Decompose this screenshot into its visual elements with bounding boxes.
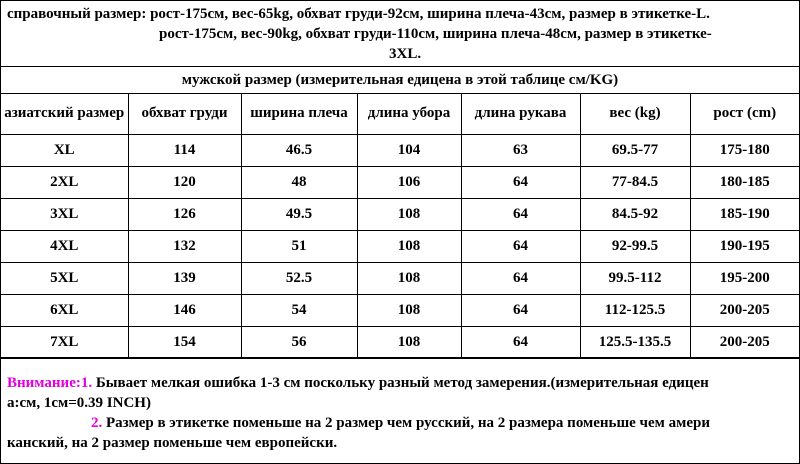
table-cell: 139 — [128, 263, 241, 295]
table-cell: 195-200 — [690, 263, 799, 295]
table-cell: XL — [1, 135, 128, 167]
table-cell: 120 — [128, 167, 241, 199]
table-cell: 46.5 — [241, 135, 357, 167]
column-header: длина рукава — [461, 93, 580, 135]
table-cell: 77-84.5 — [580, 167, 690, 199]
table-cell: 112-125.5 — [580, 295, 690, 327]
table-cell: 200-205 — [690, 295, 799, 327]
table-cell: 3XL — [1, 199, 128, 231]
table-cell: 64 — [461, 295, 580, 327]
table-cell: 92-99.5 — [580, 231, 690, 263]
table-cell: 126 — [128, 199, 241, 231]
note-2-number: 2. — [91, 415, 103, 431]
table-cell: 6XL — [1, 295, 128, 327]
table-cell: 51 — [241, 231, 357, 263]
table-cell: 175-180 — [690, 135, 799, 167]
table-cell: 108 — [357, 327, 461, 359]
reference-line-2: рост-175см, вес-90kg, обхват груди-110см, ширина плеча-48см, размер в этикетке- — [159, 26, 712, 42]
table-row — [1, 231, 799, 263]
reference-size-section — [1, 1, 799, 67]
table-row — [1, 135, 799, 167]
table-cell: 108 — [357, 295, 461, 327]
note-2-line-1 — [91, 413, 710, 433]
table-cell: 99.5-112 — [580, 263, 690, 295]
table-cell: 104 — [357, 135, 461, 167]
table-cell: 7XL — [1, 327, 128, 359]
table-cell: 48 — [241, 167, 357, 199]
table-cell: 64 — [461, 231, 580, 263]
column-header: длина убора — [357, 93, 461, 135]
table-cell: 56 — [241, 327, 357, 359]
note-2-text: Размер в этикетке поменьше на 2 размер чем русский, на 2 размера поменьше чем амери — [102, 415, 711, 431]
table-cell: 146 — [128, 295, 241, 327]
table-cell: 64 — [461, 199, 580, 231]
reference-line-3: 3XL. — [389, 46, 422, 62]
table-cell: 108 — [357, 263, 461, 295]
table-cell: 49.5 — [241, 199, 357, 231]
table-row — [1, 167, 799, 199]
table-cell: 63 — [461, 135, 580, 167]
table-cell: 108 — [357, 231, 461, 263]
table-title: мужской размер (измерительная едицена в этой таблице см/KG) — [1, 67, 799, 94]
reference-line-1: справочный размер: рост-175см, вес-65kg, обхват груди-92см, ширина плеча-43см, размер в этикетке-L. — [7, 6, 710, 22]
table-cell: 185-190 — [690, 199, 799, 231]
table-cell: 2XL — [1, 167, 128, 199]
table-cell: 54 — [241, 295, 357, 327]
table-cell: 108 — [357, 199, 461, 231]
table-row — [1, 295, 799, 327]
table-cell: 132 — [128, 231, 241, 263]
table-cell: 64 — [461, 167, 580, 199]
note-1-number: 1. — [80, 375, 93, 391]
attention-label: Внимание: — [7, 375, 81, 391]
table-row — [1, 327, 799, 359]
table-cell: 200-205 — [690, 327, 799, 359]
note-1-line-1 — [7, 373, 709, 393]
note-2-line-2: канский, на 2 размер поменьше чем европейски. — [7, 435, 338, 451]
column-header: азиатский размер — [1, 93, 128, 135]
notes-section — [1, 357, 799, 464]
table-cell: 84.5-92 — [580, 199, 690, 231]
table-cell: 64 — [461, 263, 580, 295]
column-header: ширина плеча — [241, 93, 357, 135]
note-1-text: Бывает мелкая ошибка 1-3 см поскольку разный метод замерения.(измерительная едицен — [92, 375, 709, 391]
table-header-row — [1, 93, 799, 135]
table-row — [1, 263, 799, 295]
note-1-line-2: а:см, 1см=0.39 INCH) — [7, 395, 151, 411]
table-cell: 125.5-135.5 — [580, 327, 690, 359]
column-header: обхват груди — [128, 93, 241, 135]
table-cell: 69.5-77 — [580, 135, 690, 167]
column-header: вес (kg) — [580, 93, 690, 135]
table-cell: 64 — [461, 327, 580, 359]
table-cell: 106 — [357, 167, 461, 199]
column-header: рост (cm) — [690, 93, 799, 135]
table-cell: 52.5 — [241, 263, 357, 295]
table-row — [1, 199, 799, 231]
table-cell: 5XL — [1, 263, 128, 295]
table-cell: 180-185 — [690, 167, 799, 199]
table-cell: 190-195 — [690, 231, 799, 263]
table-cell: 114 — [128, 135, 241, 167]
table-cell: 154 — [128, 327, 241, 359]
table-cell: 4XL — [1, 231, 128, 263]
size-table — [1, 93, 799, 359]
